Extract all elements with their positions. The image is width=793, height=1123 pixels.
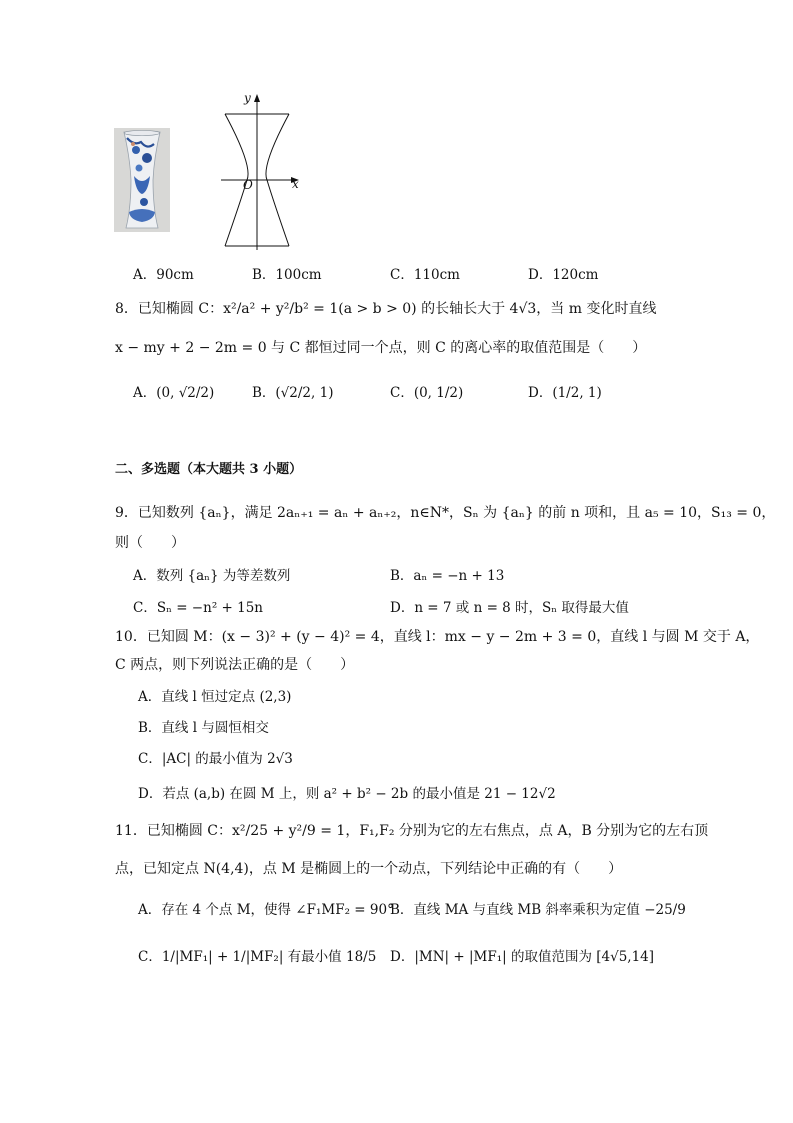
- q8-option-a: A．(0, √2/2): [133, 385, 215, 401]
- q11-option-d: D．|MN| + |MF₁| 的取值范围为 [4√5,14]: [390, 949, 655, 965]
- q7-option-c: C．110cm: [390, 267, 460, 283]
- q8-option-b: B．(√2/2, 1): [252, 385, 334, 401]
- q10-option-a: A．直线 l 恒过定点 (2,3): [138, 689, 292, 705]
- q9-stem-line1: 9．已知数列 {aₙ}，满足 2aₙ₊₁ = aₙ + aₙ₊₂，n∈N*，Sₙ 为 {aₙ} 的前 n 项和，且 a₅ = 10，S₁₃ = 0，: [115, 505, 776, 521]
- q7-option-d: D．120cm: [528, 267, 599, 283]
- section-title: 二、多选题（本大题共 3 小题）: [115, 462, 303, 477]
- q8-option-d: D．(1/2, 1): [528, 385, 602, 401]
- q10-stem-line1: 10．已知圆 M：(x − 3)² + (y − 4)² = 4，直线 l：mx − y − 2m + 3 = 0，直线 l 与圆 M 交于 A，: [115, 629, 760, 645]
- q11-stem-line2: 点，已知定点 N(4,4)，点 M 是椭圆上的一个动点，下列结论中正确的有（ ）: [115, 861, 623, 877]
- x-axis-label: x: [292, 177, 299, 191]
- vase-image: [114, 128, 170, 232]
- q9-stem-line2: 则（ ）: [115, 535, 185, 551]
- hyperbola-graph: [213, 90, 308, 256]
- vase-photo: [114, 128, 170, 232]
- y-axis-label: y: [244, 91, 251, 105]
- q7-option-a: A．90cm: [133, 267, 194, 283]
- q10-option-b: B．直线 l 与圆恒相交: [138, 720, 269, 736]
- q10-option-c: C．|AC| 的最小值为 2√3: [138, 751, 293, 767]
- y-axis-arrow-icon: [254, 94, 260, 102]
- q11-option-a: A．存在 4 个点 M，使得 ∠F₁MF₂ = 90°: [138, 902, 394, 918]
- q9-option-a: A．数列 {aₙ} 为等差数列: [133, 568, 291, 584]
- q10-stem-line2: C 两点，则下列说法正确的是（ ）: [115, 657, 355, 673]
- q11-option-b: B．直线 MA 与直线 MB 斜率乘积为定值 −25/9: [390, 902, 686, 918]
- q11-stem-line1: 11．已知椭圆 C：x²/25 + y²/9 = 1，F₁,F₂ 分别为它的左右焦点，点 A，B 分别为它的左右顶: [115, 823, 709, 839]
- q9-option-c: C．Sₙ = −n² + 15n: [133, 600, 263, 616]
- q8-option-c: C．(0, 1/2): [390, 385, 464, 401]
- q7-option-b: B．100cm: [252, 267, 322, 283]
- q8-stem-line2: x − my + 2 − 2m = 0 与 C 都恒过同一个点，则 C 的离心率的取值范围是（ ）: [115, 340, 647, 356]
- q10-option-d: D．若点 (a,b) 在圆 M 上，则 a² + b² − 2b 的最小值是 21 − 12√2: [138, 786, 556, 802]
- q9-option-b: B．aₙ = −n + 13: [390, 568, 505, 584]
- q11-option-c: C．1/|MF₁| + 1/|MF₂| 有最小值 18/5: [138, 949, 377, 965]
- q8-stem-line1: 8．已知椭圆 C：x²/a² + y²/b² = 1(a > b > 0) 的长轴长大于 4√3，当 m 变化时直线: [115, 301, 657, 317]
- origin-label: O: [243, 178, 253, 192]
- q9-option-d: D．n = 7 或 n = 8 时，Sₙ 取得最大值: [390, 600, 629, 616]
